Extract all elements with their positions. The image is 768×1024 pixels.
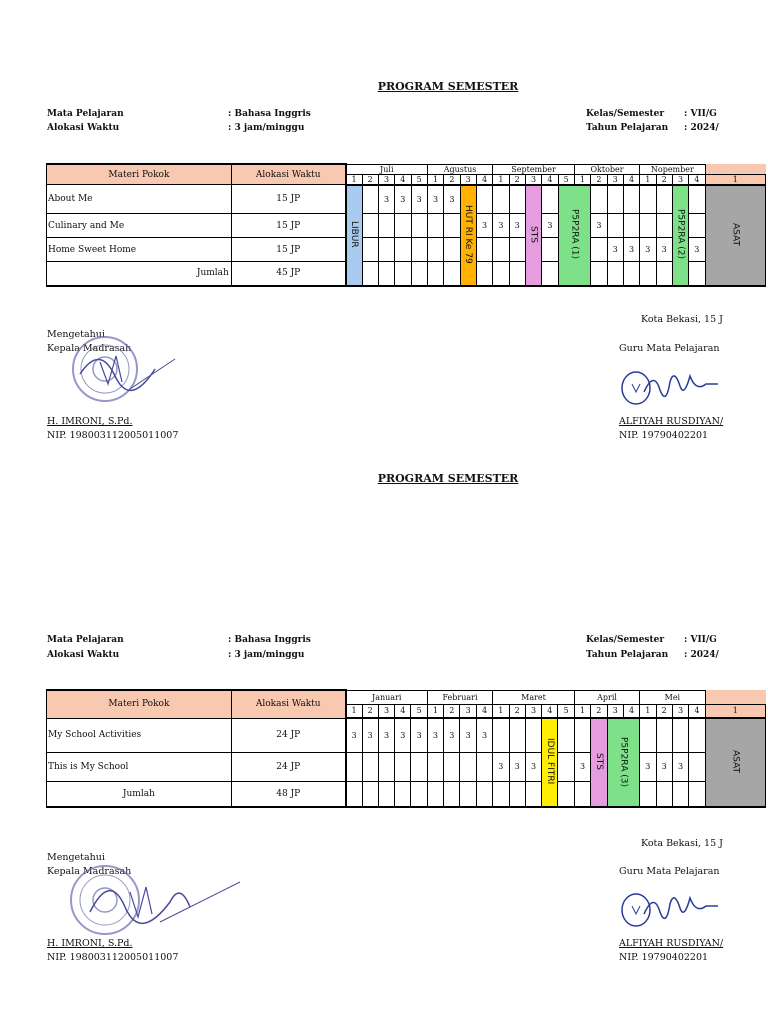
grid-cell: [460, 752, 476, 781]
alokasi-cell: 15 JP: [231, 185, 345, 214]
grid-cell: [493, 185, 509, 214]
alokasi-cell: 24 JP: [231, 752, 345, 781]
grid-cell: [640, 781, 656, 807]
week-number: 2: [656, 174, 672, 185]
grid-cell: [346, 781, 362, 807]
week-number: 1: [574, 704, 590, 718]
idul-fitri-event: [542, 718, 558, 807]
week-number: 3: [460, 174, 476, 185]
grid-cell: [395, 781, 411, 807]
week-number: 4: [476, 704, 492, 718]
tahun-value-2: : 2024/: [684, 650, 719, 660]
grid-cell: [542, 238, 558, 262]
madrasah-stamp-2: [60, 862, 260, 942]
materi-cell: Home Sweet Home: [47, 238, 232, 262]
grid-cell: [476, 238, 492, 262]
month-agustus: Agustus: [427, 164, 492, 174]
jp-cell: 3: [640, 238, 656, 262]
week-number: 4: [476, 174, 492, 185]
month-februari: Februari: [427, 690, 492, 704]
grid-cell: [656, 214, 672, 238]
kepala-nama-2: H. IMRONI, S.Pd.: [47, 938, 133, 949]
week-number: 2: [444, 174, 460, 185]
grid-cell: [623, 262, 639, 286]
sts-event: STS: [528, 225, 539, 243]
grid-cell: [460, 781, 476, 807]
grid-cell: [411, 781, 427, 807]
grid-cell: [689, 781, 705, 807]
jp-cell: 3: [623, 238, 639, 262]
alokasi-cell: 15 JP: [231, 238, 345, 262]
week-number: 2: [509, 704, 525, 718]
week-number: 3: [378, 704, 394, 718]
kelas-label-2: Kelas/Semester: [586, 635, 665, 645]
jp-cell: 3: [476, 214, 492, 238]
p5p2ra-1-event: P5P2RA (1): [569, 209, 580, 259]
week-number: 1: [640, 704, 656, 718]
jp-cell: 3: [509, 214, 525, 238]
grid-cell: [362, 752, 378, 781]
grid-cell: [591, 262, 607, 286]
grid-cell: [656, 262, 672, 286]
week-number: 2: [509, 174, 525, 185]
grid-cell: [509, 185, 525, 214]
week-number: 4: [623, 704, 639, 718]
jumlah-label: Jumlah: [47, 262, 232, 286]
kepala-nama: H. IMRONI, S.Pd.: [47, 416, 133, 427]
grid-cell: [493, 781, 509, 807]
grid-cell: [395, 214, 411, 238]
week-number: 1: [574, 174, 590, 185]
grid-cell: [558, 781, 574, 807]
grid-cell: [444, 214, 460, 238]
jp-cell: 3: [395, 718, 411, 752]
week-number: 4: [395, 704, 411, 718]
week-number: 3: [378, 174, 394, 185]
grid-cell: [640, 262, 656, 286]
kepala-label: Kepala Madrasah: [47, 343, 132, 354]
week-number: 2: [444, 704, 460, 718]
alokasi-cell: 15 JP: [231, 214, 345, 238]
hut-event: [460, 185, 476, 286]
grid-cell: [689, 262, 705, 286]
grid-cell: [476, 752, 492, 781]
week-number: 1: [427, 174, 443, 185]
week-number: 3: [672, 174, 688, 185]
jp-cell: 3: [656, 752, 672, 781]
mengetahui-label-2: Mengetahui: [47, 852, 105, 863]
jp-cell: 3: [444, 718, 460, 752]
week-number: 1: [640, 174, 656, 185]
grid-cell: [672, 781, 688, 807]
alokasi-value-2: : 3 jam/minggu: [228, 650, 305, 660]
mapel-label-2: Mata Pelajaran: [47, 635, 124, 645]
grid-cell: [378, 262, 394, 286]
tahun-label: Tahun Pelajaran: [586, 123, 669, 133]
p5p2ra-1-event: [558, 185, 591, 286]
grid-cell: [509, 238, 525, 262]
month-oktober: Oktober: [574, 164, 639, 174]
tahun-value: : 2024/: [684, 123, 719, 133]
grid-cell: [378, 238, 394, 262]
grid-cell: [362, 214, 378, 238]
week-number: 2: [591, 704, 607, 718]
grid-cell: [411, 262, 427, 286]
jp-cell: 3: [378, 718, 394, 752]
week-number: 1: [346, 174, 362, 185]
grid-cell: [362, 238, 378, 262]
week-number: 3: [607, 704, 623, 718]
jp-cell: 3: [395, 185, 411, 214]
week-number: 5: [558, 174, 574, 185]
mapel-label: Mata Pelajaran: [47, 109, 124, 119]
grid-cell: [395, 262, 411, 286]
grid-cell: [558, 718, 574, 752]
grid-cell: [427, 214, 443, 238]
jp-cell: 3: [656, 238, 672, 262]
grid-cell: [689, 214, 705, 238]
jp-cell: 3: [509, 752, 525, 781]
month-april: April: [574, 690, 639, 704]
jp-cell: 3: [427, 718, 443, 752]
page2-title: PROGRAM SEMESTER: [377, 472, 519, 485]
jp-cell: 3: [411, 185, 427, 214]
grid-cell: [689, 718, 705, 752]
grid-cell: [378, 781, 394, 807]
p5p2ra-3-event: P5P2RA (3): [618, 736, 629, 787]
week-number: 3: [607, 174, 623, 185]
grid-cell: [444, 752, 460, 781]
grid-cell: [640, 214, 656, 238]
grid-cell: [623, 185, 639, 214]
kelas-value-2: : VII/G: [684, 635, 717, 645]
sts-event: [525, 185, 541, 286]
week-number: 1: [705, 704, 765, 718]
jp-cell: 3: [689, 238, 705, 262]
jp-cell: 3: [411, 718, 427, 752]
week-number: 5: [558, 704, 574, 718]
p5p2ra-3-event: [607, 718, 640, 807]
month-nopember: Nopember: [640, 164, 705, 174]
month-juli: Juli: [346, 164, 428, 174]
grid-cell: [362, 262, 378, 286]
grid-cell: [591, 238, 607, 262]
grid-cell: [411, 752, 427, 781]
week-number: 3: [525, 704, 541, 718]
week-number: 4: [689, 174, 705, 185]
teacher-signature-2: [614, 884, 724, 934]
jp-cell: 3: [362, 718, 378, 752]
guru-nama: ALFIYAH RUSDIYAN/: [619, 416, 724, 427]
materi-cell: My School Activities: [47, 718, 232, 752]
grid-cell: [476, 262, 492, 286]
madrasah-stamp: [60, 334, 190, 404]
asat-event: [705, 185, 766, 286]
grid-cell: [623, 214, 639, 238]
month-januari: Januari: [346, 690, 428, 704]
month-maret: Maret: [493, 690, 575, 704]
week-number: 1: [705, 174, 766, 185]
week-number: 2: [656, 704, 672, 718]
jp-cell: 3: [574, 752, 590, 781]
week-number: 1: [346, 704, 362, 718]
kepala-nip-2: NIP. 198003112005011007: [47, 952, 179, 963]
materi-cell: About Me: [47, 185, 232, 214]
grid-cell: [362, 781, 378, 807]
jp-cell: 3: [493, 214, 509, 238]
sts-event-2: [591, 718, 607, 807]
jp-cell: 3: [346, 718, 362, 752]
guru-nama-2: ALFIYAH RUSDIYAN/: [619, 938, 724, 949]
grid-cell: [378, 214, 394, 238]
jp-cell: 3: [460, 718, 476, 752]
sts-event-2: STS: [593, 753, 604, 770]
grid-cell: [411, 238, 427, 262]
week-number: 5: [411, 174, 427, 185]
jp-cell: 3: [525, 752, 541, 781]
grid-cell: [574, 718, 590, 752]
asat-event-2: [705, 718, 765, 807]
week-number: 3: [460, 704, 476, 718]
kelas-value: : VII/G: [684, 109, 717, 119]
week-number: 2: [362, 174, 378, 185]
grid-cell: [509, 262, 525, 286]
week-number: 1: [427, 704, 443, 718]
semester2-table: [46, 689, 766, 808]
p5p2ra-2-event: [672, 185, 688, 286]
week-number: 4: [395, 174, 411, 185]
grid-cell: [411, 214, 427, 238]
grid-cell: [427, 238, 443, 262]
month-mei: Mei: [640, 690, 705, 704]
grid-cell: [378, 752, 394, 781]
materi-cell: This is My School: [47, 752, 232, 781]
jp-cell: 3: [427, 185, 443, 214]
jp-cell: 3: [378, 185, 394, 214]
grid-cell: [525, 718, 541, 752]
mapel-value: : Bahasa Inggris: [228, 109, 311, 119]
guru-nip-2: NIP. 19790402201: [619, 952, 709, 963]
guru-label: Guru Mata Pelajaran: [619, 343, 720, 354]
month-september: September: [493, 164, 575, 174]
jumlah-value: 45 JP: [231, 262, 345, 286]
week-number: 3: [525, 174, 541, 185]
col-alokasi: Alokasi Waktu: [231, 164, 345, 185]
mapel-value-2: : Bahasa Inggris: [228, 635, 311, 645]
alokasi-cell: 24 JP: [231, 718, 345, 752]
alokasi-label-2: Alokasi Waktu: [47, 650, 120, 660]
jp-cell: 3: [476, 718, 492, 752]
teacher-signature: [614, 362, 724, 412]
week-number: 1: [493, 174, 509, 185]
week-number: 4: [542, 704, 558, 718]
libur-event: LIBUR: [349, 220, 360, 248]
jp-cell: 3: [493, 752, 509, 781]
grid-cell: [476, 185, 492, 214]
grid-cell: [493, 718, 509, 752]
grid-cell: [427, 262, 443, 286]
grid-cell: [656, 718, 672, 752]
week-number: 2: [362, 704, 378, 718]
week-number: 4: [689, 704, 705, 718]
grid-cell: [607, 214, 623, 238]
grid-cell: [509, 781, 525, 807]
grid-cell: [395, 238, 411, 262]
jp-cell: 3: [607, 238, 623, 262]
guru-nip: NIP. 19790402201: [619, 430, 709, 441]
grid-cell: [493, 238, 509, 262]
jumlah-value: 48 JP: [231, 781, 345, 807]
materi-cell: Culinary and Me: [47, 214, 232, 238]
grid-cell: [444, 238, 460, 262]
grid-cell: [427, 781, 443, 807]
week-number: 5: [411, 704, 427, 718]
grid-cell: [607, 185, 623, 214]
idul-fitri-event: IDUL FITRI: [544, 738, 555, 785]
grid-cell: [542, 262, 558, 286]
week-number: 4: [623, 174, 639, 185]
grid-cell: [493, 262, 509, 286]
jp-cell: 3: [591, 214, 607, 238]
grid-cell: [509, 718, 525, 752]
grid-cell: [607, 262, 623, 286]
grid-cell: [591, 185, 607, 214]
semester1-table: [46, 163, 766, 287]
grid-cell: [640, 718, 656, 752]
grid-cell: [427, 752, 443, 781]
week-number: 2: [591, 174, 607, 185]
tahun-label-2: Tahun Pelajaran: [586, 650, 669, 660]
week-number: 4: [542, 174, 558, 185]
kelas-label: Kelas/Semester: [586, 109, 665, 119]
jp-cell: 3: [640, 752, 656, 781]
grid-cell: [444, 262, 460, 286]
jp-cell: 3: [542, 214, 558, 238]
jp-cell: 3: [444, 185, 460, 214]
grid-cell: [640, 185, 656, 214]
asat-event: ASAT: [730, 222, 741, 246]
jumlah-label: Jumlah: [47, 781, 232, 807]
grid-cell: [689, 185, 705, 214]
kepala-nip: NIP. 198003112005011007: [47, 430, 179, 441]
guru-label-2: Guru Mata Pelajaran: [619, 866, 720, 877]
grid-cell: [346, 752, 362, 781]
week-number: 3: [672, 704, 688, 718]
libur-event: [346, 185, 362, 286]
week-number: 1: [493, 704, 509, 718]
hut-event: HUT RI Ke 79: [463, 204, 474, 264]
grid-cell: [672, 718, 688, 752]
grid-cell: [656, 781, 672, 807]
alokasi-value: : 3 jam/minggu: [228, 123, 305, 133]
kota-date-2: Kota Bekasi, 15 J: [641, 838, 723, 849]
grid-cell: [689, 752, 705, 781]
alokasi-label: Alokasi Waktu: [47, 123, 120, 133]
col-materi-2: Materi Pokok: [47, 690, 232, 718]
grid-cell: [362, 185, 378, 214]
page1-title: PROGRAM SEMESTER: [377, 80, 519, 93]
kepala-label-2: Kepala Madrasah: [47, 866, 132, 877]
grid-cell: [558, 752, 574, 781]
grid-cell: [476, 781, 492, 807]
grid-cell: [542, 185, 558, 214]
mengetahui-label: Mengetahui: [47, 329, 105, 340]
grid-cell: [574, 781, 590, 807]
grid-cell: [656, 185, 672, 214]
jp-cell: 3: [672, 752, 688, 781]
grid-cell: [525, 781, 541, 807]
col-materi: Materi Pokok: [47, 164, 232, 185]
p5p2ra-2-event: P5P2RA (2): [675, 209, 686, 259]
grid-cell: [444, 781, 460, 807]
asat-event-2: ASAT: [730, 750, 741, 773]
grid-cell: [395, 752, 411, 781]
kota-date: Kota Bekasi, 15 J: [641, 314, 723, 325]
col-alokasi-2: Alokasi Waktu: [231, 690, 345, 718]
